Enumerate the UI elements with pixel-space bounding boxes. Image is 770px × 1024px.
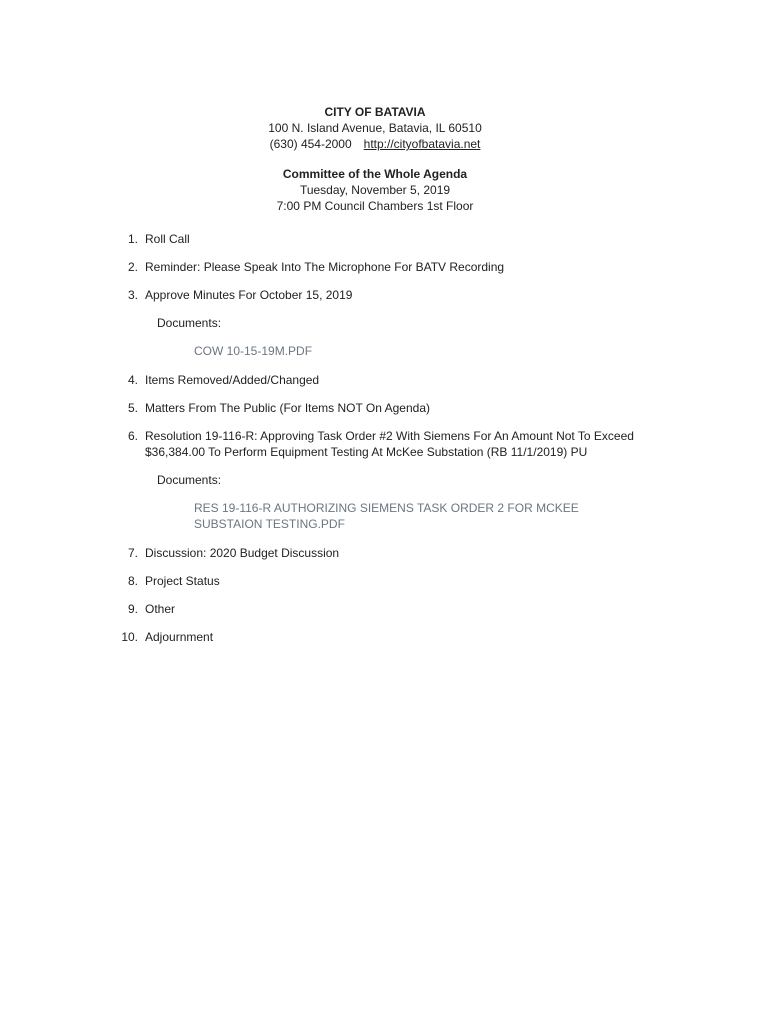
org-address: 100 N. Island Avenue, Batavia, IL 60510: [268, 121, 482, 135]
item-number: 9.: [127, 602, 138, 616]
item-number: 4.: [127, 373, 138, 387]
contact-line: [0, 136, 750, 152]
agenda-item: [0, 259, 700, 275]
agenda-item: [0, 400, 700, 416]
agenda-items: [0, 231, 700, 657]
documents-label: Documents:: [157, 473, 222, 487]
item-text: Discussion: 2020 Budget Discussion: [145, 546, 340, 560]
item-number: 2.: [127, 260, 138, 274]
document-link[interactable]: RES 19-116-R AUTHORIZING SIEMENS TASK ORDER 2 FOR MCKEE SUBSTAION TESTING.PDF: [194, 501, 579, 531]
documents-label: Documents:: [157, 316, 222, 330]
org-phone: (630) 454-2000: [269, 137, 352, 151]
agenda-item: [0, 287, 700, 303]
agenda-header: [0, 104, 750, 214]
item-number: 10.: [121, 630, 138, 644]
document-link[interactable]: COW 10-15-19M.PDF: [194, 344, 313, 358]
item-number: 3.: [127, 288, 138, 302]
meeting-time-place: 7:00 PM Council Chambers 1st Floor: [276, 199, 474, 213]
website-link[interactable]: http://cityofbatavia.net: [363, 137, 481, 151]
item-number: 7.: [127, 546, 138, 560]
agenda-title: Committee of the Whole Agenda: [282, 167, 468, 181]
item-text: Roll Call: [145, 232, 190, 246]
agenda-item: [0, 573, 700, 589]
meeting-date: Tuesday, November 5, 2019: [299, 183, 451, 197]
agenda-item: [0, 428, 700, 460]
agenda-item: [0, 629, 700, 645]
item-text: Adjournment: [145, 630, 214, 644]
item-text: Project Status: [145, 574, 220, 588]
item-number: 6.: [127, 429, 138, 443]
item-text: Approve Minutes For October 15, 2019: [145, 288, 353, 302]
item-number: 5.: [127, 401, 138, 415]
item-text: Items Removed/Added/Changed: [145, 373, 320, 387]
agenda-item: [0, 231, 700, 247]
agenda-item: [0, 545, 700, 561]
item-number: 1.: [127, 232, 138, 246]
agenda-item: [0, 372, 700, 388]
item-text: Reminder: Please Speak Into The Microphone For BATV Recording: [145, 260, 505, 274]
org-name: CITY OF BATAVIA: [324, 105, 426, 119]
item-number: 8.: [127, 574, 138, 588]
item-text: Resolution 19-116-R: Approving Task Order #2 With Siemens For An Amount Not To Exceed $36,384.00 To Perform Equipment Testing At McKee Substation (RB 11/1/2019) PU: [145, 429, 634, 459]
item-text: Matters From The Public (For Items NOT On Agenda): [145, 401, 430, 415]
agenda-item: [0, 601, 700, 617]
item-text: Other: [145, 602, 176, 616]
